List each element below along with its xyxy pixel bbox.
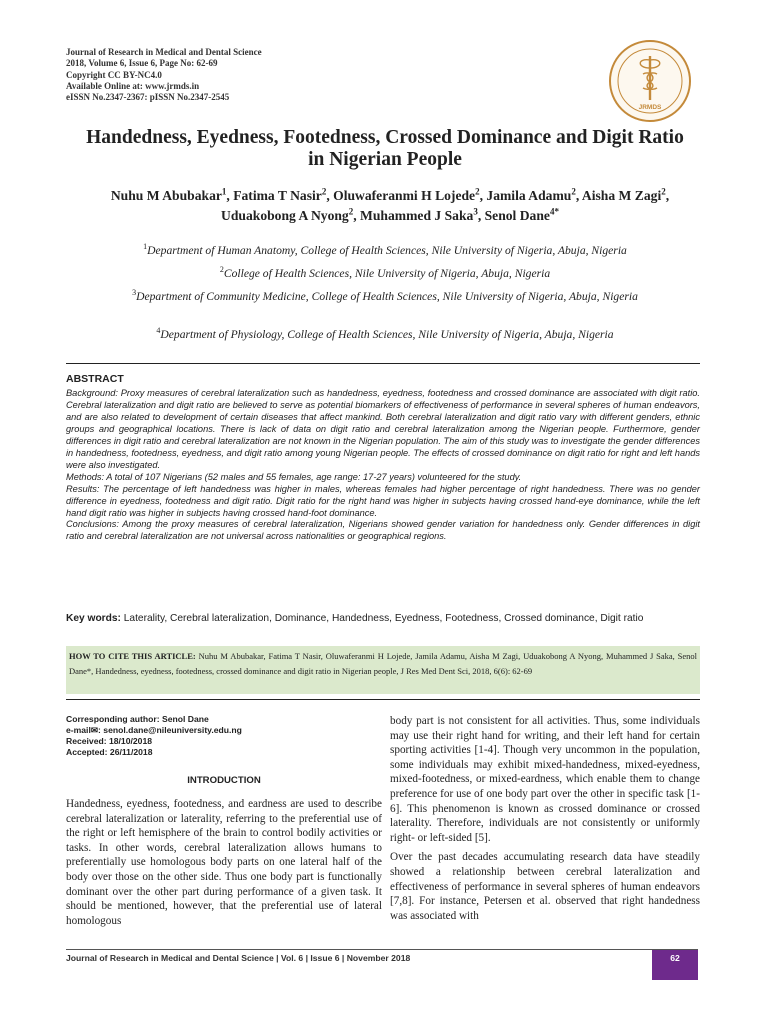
intro-paragraph: body part is not consistent for all activities. Thus, some individuals may use their right hand for writing, and their left hand for certain sporting activities [1-4]. Though very uncommon in the population, some individuals may exhibit mixed-handedness, mixed-eyedness, mixed-footedness, or mixed-eardness, which enable them to change preference for use of one body part over the other in specific task [1-6]. This phenomenon is known as crossed dominance or crossed laterality. Therefore, individuals are not consistently or uniformly right- or left-sided [5]. (390, 715, 700, 844)
author-affiliation-mark: 3 (473, 206, 478, 217)
logo-text: JRMDS (638, 104, 662, 111)
author-name: Aisha M Zagi (581, 188, 662, 203)
author-name: Uduakobong A Nyong (221, 208, 349, 223)
author-affiliation-mark: 2 (321, 186, 327, 197)
accepted-date: Accepted: 26/11/2018 (66, 747, 153, 757)
author-affiliation-mark: 1 (221, 186, 227, 197)
received-date: Received: 18/10/2018 (66, 736, 153, 746)
affiliation-mark: 1 (143, 242, 148, 252)
affiliation (95, 266, 675, 281)
journal-website: Available Online at: www.jrmds.in (66, 80, 200, 91)
corresponding-email: e-mail✉: senol.dane@nileuniversity.edu.ng (66, 725, 242, 735)
keywords-text: Laterality, Cerebral lateralization, Dominance, Handedness, Eyedness, Footedness, Crossed dominance, Digit ratio (123, 613, 644, 624)
author-affiliation-mark: 2 (475, 186, 480, 197)
keywords (66, 612, 700, 626)
abstract-body (66, 388, 700, 543)
affiliation-mark: 3 (132, 288, 137, 298)
intro-paragraph: Handedness, eyedness, footedness, and eardness are used to describe cerebral lateralization or laterality, referring to the preferential use of the right or left hemisphere of the brain to control bodily activities or tasks. In other words, cerebral lateralization allows humans to preferentially use homologous body parts on one lateral half of the body over those on the other side. Thus one body part is functionally dominant over the other part during performance of a given task. It should be mentioned, however, that the preferential use of lateral homologous (66, 798, 382, 927)
author-affiliation-mark: 2 (571, 186, 576, 197)
page-number: 62 (652, 950, 698, 980)
affiliation-mark: 4 (156, 326, 161, 336)
right-column (390, 714, 700, 928)
author-name: Muhammed J Saka (360, 208, 474, 223)
author-name: Nuhu M Abubakar (110, 188, 222, 203)
abstract-conclusions: Conclusions: Among the proxy measures of cerebral lateralization, Nigerians showed gender variation for handedness only. Gender differences in digit ratio and cerebral lateralization are not universal across nationalities or geographical regions. (66, 519, 700, 542)
correspondence-info (66, 714, 242, 758)
author-name: Jamila Adamu (486, 188, 572, 203)
affiliation (95, 243, 675, 258)
abstract-results: Results: The percentage of left handedness was higher in males, whereas females had higher percentage of right handedness. There was no gender difference in eyedness, footedness and digit ratio. Digit ratio for the right hand was higher in subjects having crossed hand-eye dominance, while the left hand digit ratio was higher in subjects having crossed hand-foot dominance. (66, 483, 700, 518)
affiliation-mark: 2 (219, 265, 224, 275)
journal-logo-icon (607, 38, 693, 124)
journal-issn: eISSN No.2347-2367: pISSN No.2347-2545 (66, 92, 230, 103)
keywords-label: Key words: (66, 613, 121, 624)
article-title: Handedness, Eyedness, Footedness, Crossed Dominance and Digit Ratio in Nigerian People (86, 127, 684, 170)
author-name: Senol Dane (484, 208, 550, 223)
footer-divider (66, 949, 698, 950)
corresponding-author: Corresponding author: Senol Dane (66, 714, 209, 724)
citation-label: HOW TO CITE THIS ARTICLE: (69, 651, 196, 661)
abstract-background: Background: Proxy measures of cerebral lateralization such as handedness, eyedness, footedness and crossed dominance are associated with digit ratio. Cerebral lateralization and digit ratio are believed to serve as potential biomarkers of effectiveness of performance in several spheres of human endeavors, and are also related to development of certain diseases that affect mankind. Both cerebral lateralization and digit ratio vary with different genders, ethnic groups and geographical locations. There is lack of data on digit ratio and cerebral lateralization among the Nigerian people. Furthermore, gender differences in digit ratio and cerebral lateralization are not known in the Nigerian population. The aim of this study was to investigate the gender differences in handedness, footedness, eyedness, and digit ratio among young Nigerian people. The effects of crossed dominance on digit ratio for right and left hands were also investigated. (66, 388, 700, 470)
left-column (66, 797, 382, 933)
footer-journal-info: Journal of Research in Medical and Dental Science | Vol. 6 | Issue 6 | November 2018 (66, 953, 411, 963)
author-list: Nuhu M Abubakar$^1$, Fatima T Nasir$^2$, Oluwaferanmi H Lojede$^2$, Jamila Adamu$^2$, Aisha M Zagi$^2$, Uduakobong A Nyong$^2$, Muhammed J Saka$^3$, Senol Dane$^{4*}$ (110, 186, 670, 223)
journal-volume: 2018, Volume 6, Issue 6, Page No: 62-69 (66, 58, 218, 69)
affiliation-text: Department of Human Anatomy, College of Health Sciences, Nile University of Nigeria, Abuja, Nigeria (147, 244, 627, 257)
author-name: Fatima T Nasir (233, 188, 322, 203)
affiliation-text: Department of Community Medicine, College of Health Sciences, Nile University of Nigeria, Abuja, Nigeria (136, 290, 638, 303)
section-divider (66, 363, 700, 364)
affiliation (95, 289, 675, 304)
author-name: Oluwaferanmi H Lojede (333, 188, 476, 203)
affiliation-text: Department of Physiology, College of Health Sciences, Nile University of Nigeria, Abuja, Nigeria (160, 328, 614, 341)
abstract-methods: Methods: A total of 107 Nigerians (52 males and 55 females, age range: 17-27 years) volunteered for the study. (66, 471, 522, 482)
journal-copyright: Copyright CC BY-NC4.0 (66, 69, 162, 80)
intro-paragraph: Over the past decades accumulating research data have steadily showed a relationship between cerebral lateralization and effectiveness of performance in several spheres of human endeavors [7,8]. For instance, Petersen et al. observed that right handedness was associated with (390, 851, 700, 922)
citation-box (66, 646, 700, 694)
author-affiliation-mark: 4* (549, 206, 559, 217)
author-affiliation-mark: 2 (348, 206, 354, 217)
journal-name: Journal of Research in Medical and Dental Science (66, 47, 262, 57)
section-divider (66, 699, 700, 700)
citation-text: Nuhu M Abubakar, Fatima T Nasir, Oluwaferanmi H Lojede, Jamila Adamu, Aisha M Zagi, Uduakobong A Nyong, Muhammed J Saka, Senol Dane*, Handedness, eyedness, footedness, crossed dominance and digit ratio in Nigerian people, J Res Med Dent Sci, 2018, 6(6): 62-69 (69, 651, 697, 676)
journal-info (66, 47, 262, 103)
author-affiliation-mark: 2 (661, 186, 666, 197)
affiliation (95, 327, 675, 342)
introduction-heading: INTRODUCTION (187, 775, 261, 786)
abstract-heading: ABSTRACT (66, 373, 124, 385)
affiliation-text: College of Health Sciences, Nile University of Nigeria, Abuja, Nigeria (223, 267, 551, 280)
